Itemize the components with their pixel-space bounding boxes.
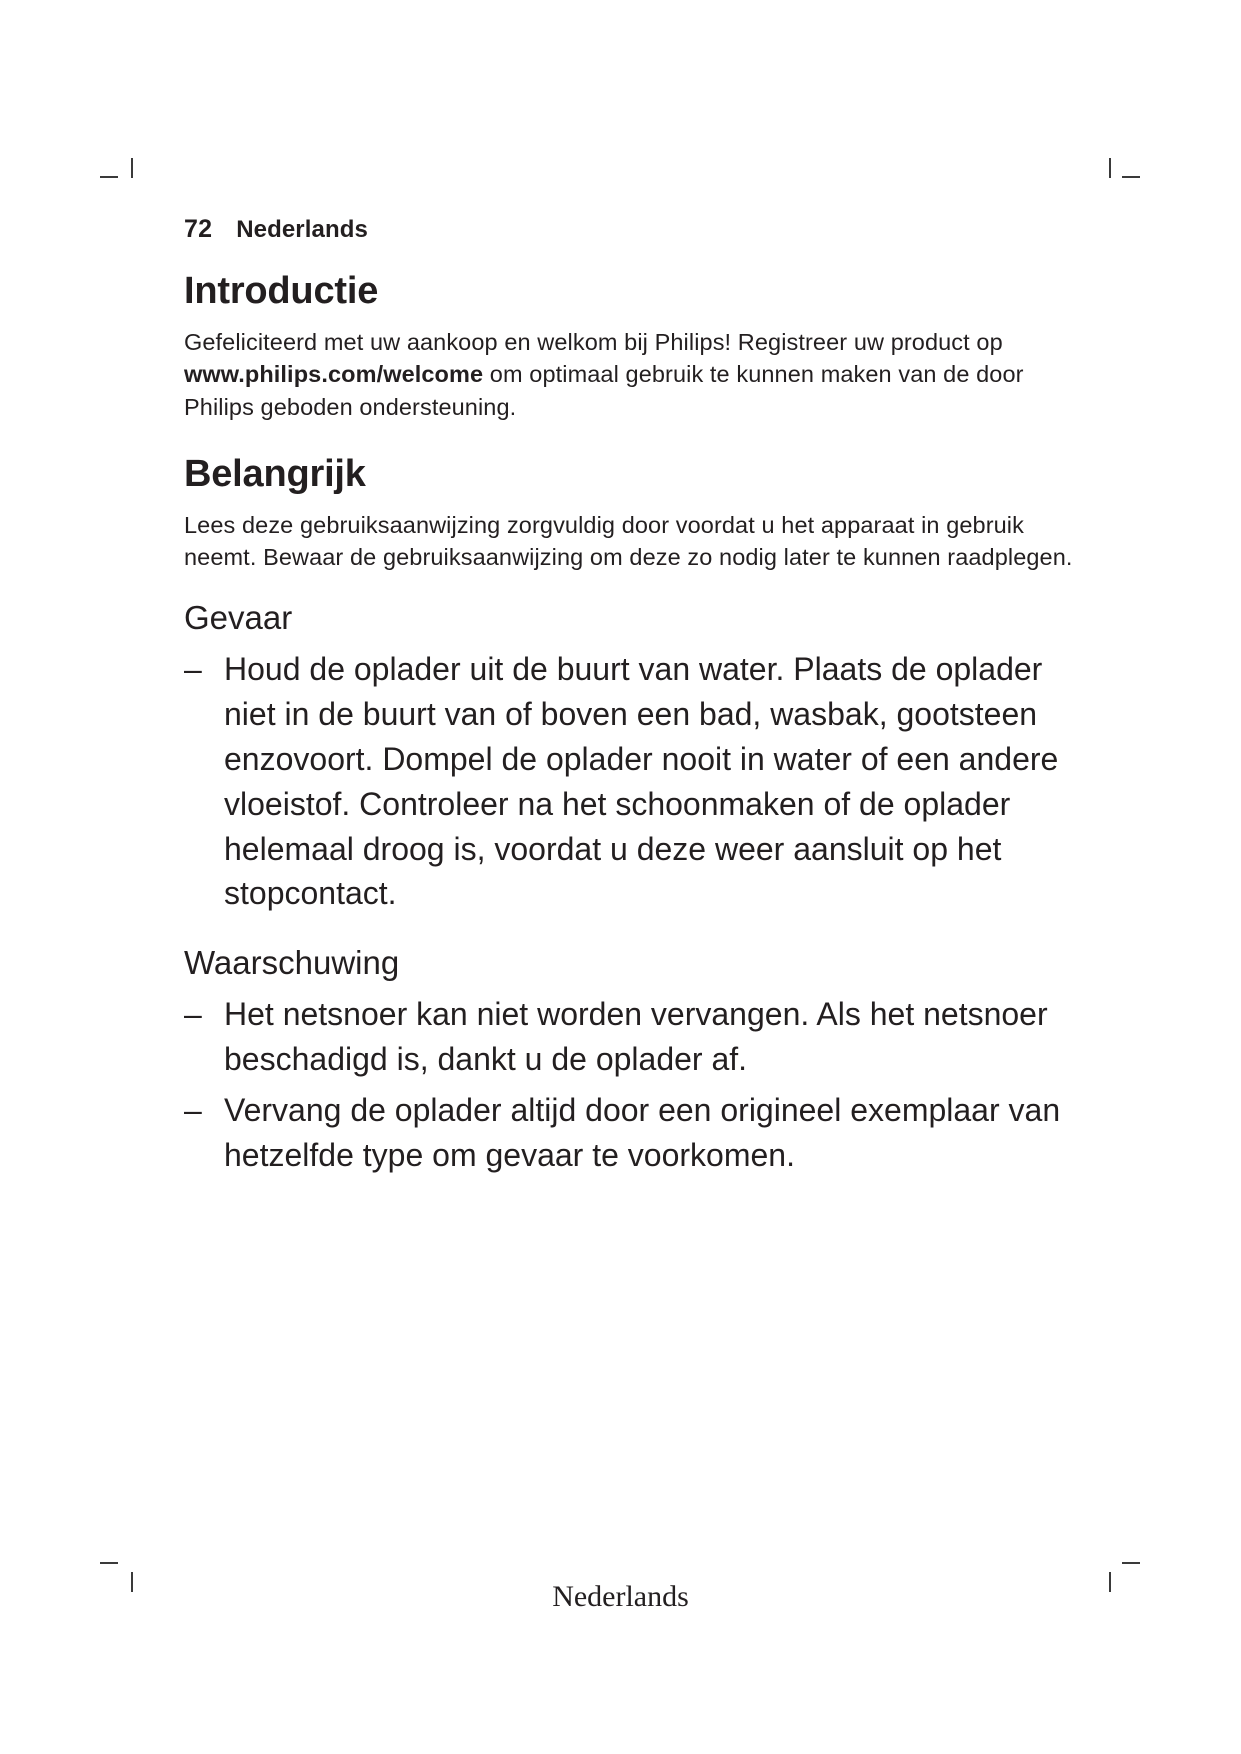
page-footer: Nederlands <box>552 1580 689 1613</box>
list-item-text: Vervang de oplader altijd door een origineel exemplaar van hetzelfde type om gevaar te voorkomen. <box>224 1091 1061 1173</box>
heading-belangrijk: Belangrijk <box>184 452 366 495</box>
list-waarschuwing <box>184 992 1074 1177</box>
list-item <box>184 1088 1074 1178</box>
list-item-text: Het netsnoer kan niet worden vervangen. Als het netsnoer beschadigd is, dankt u de oplader af. <box>224 996 1048 1077</box>
intro-text-post: om optimaal gebruik te kunnen maken van de door Philips geboden ondersteuning. <box>184 361 1024 420</box>
page-language-label: Nederlands <box>236 216 368 243</box>
list-item <box>184 992 1074 1082</box>
bullet-dash-icon: – <box>184 651 202 688</box>
philips-welcome-url: www.philips.com/welcome <box>184 361 484 388</box>
list-gevaar <box>184 647 1074 916</box>
running-header <box>184 215 1074 244</box>
list-item-text: Houd de oplader uit de buurt van water. Plaats de oplader niet in de buurt van of boven een bad, wasbak, gootsteen enzovoort. Dompel de oplader nooit in water of een andere vloeistof. Controleer na het schoonmaken of de oplader helemaal droog is, voordat u deze weer aansluit op het stopcontact. <box>224 651 1059 912</box>
page-content <box>184 215 1074 1183</box>
heading-introductie: Introductie <box>184 270 379 312</box>
list-item <box>184 647 1074 916</box>
paragraph-belangrijk: Lees deze gebruiksaanwijzing zorgvuldig door voordat u het apparaat in gebruik neemt. Bewaar de gebruiksaanwijzing om deze zo nodig later te kunnen raadplegen. <box>184 511 1073 571</box>
heading-gevaar: Gevaar <box>184 599 293 637</box>
intro-text-pre: Gefeliciteerd met uw aankoop en welkom bij Philips! Registreer uw product op <box>184 328 1003 355</box>
paragraph-introductie <box>184 326 1074 423</box>
bullet-dash-icon: – <box>184 1091 202 1128</box>
heading-waarschuwing: Waarschuwing <box>184 944 400 982</box>
bullet-dash-icon: – <box>184 996 202 1033</box>
page-number: 72 <box>184 215 213 243</box>
